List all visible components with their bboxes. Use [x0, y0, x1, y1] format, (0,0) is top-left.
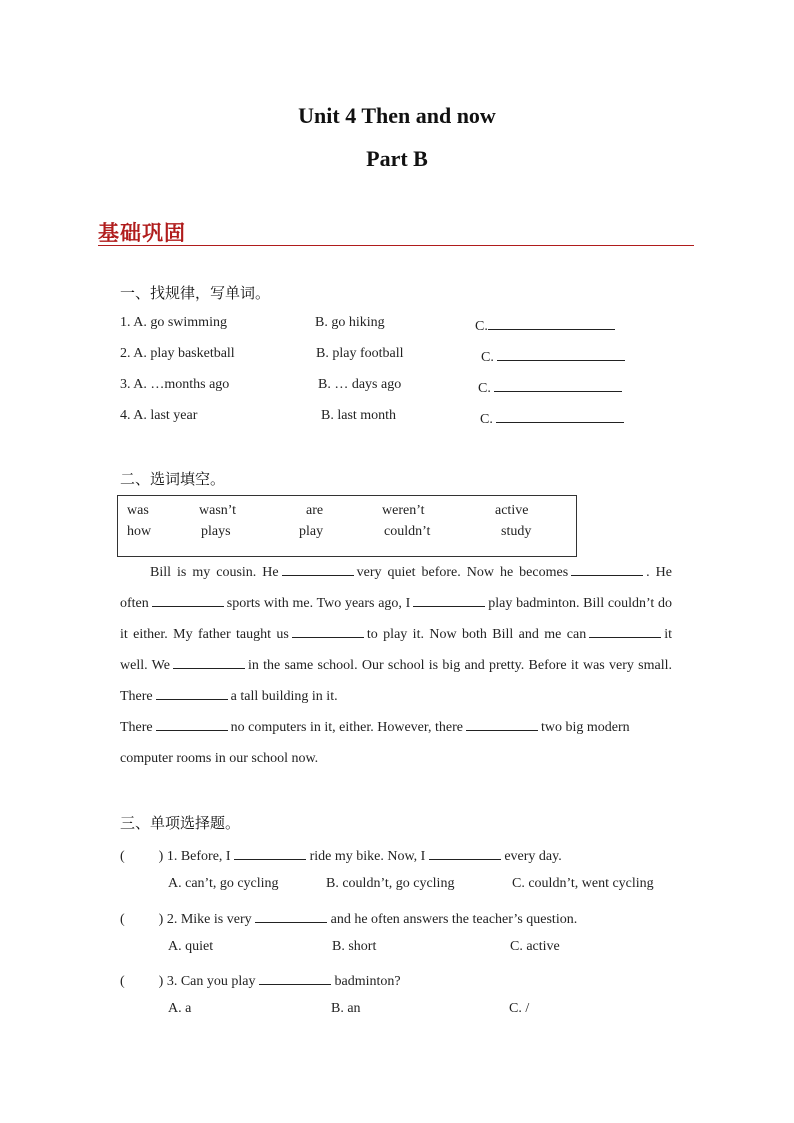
- passage-blank[interactable]: [282, 561, 354, 576]
- question-text: 1. Before, I: [166, 849, 231, 864]
- part1-row3-c: [478, 377, 622, 397]
- word-bank-item: wasn’t: [199, 503, 237, 518]
- answer-blank[interactable]: [494, 377, 622, 392]
- question-text: every day.: [504, 849, 562, 864]
- passage-text: very quiet before. Now he becomes: [356, 565, 569, 580]
- passage-text: to play it. Now both Bill and me: [366, 627, 562, 642]
- word-bank-item: plays: [201, 524, 231, 539]
- part1-row2-a: 2. A. play basketball: [120, 346, 235, 361]
- passage-blank[interactable]: [589, 623, 661, 638]
- option-c-label: C.: [478, 381, 491, 396]
- q2-option-b: B. short: [332, 939, 377, 954]
- word-bank-item: active: [495, 503, 529, 518]
- part1-row1-b: B. go hiking: [315, 315, 385, 330]
- part1-row1-a: 1. A. go swimming: [120, 315, 227, 330]
- part1-row4-b: B. last month: [321, 408, 397, 423]
- answer-slot[interactable]: [125, 846, 159, 860]
- passage-text: .: [646, 565, 650, 580]
- word-bank-item: was: [127, 503, 149, 518]
- part1-row4-a: 4. A. last year: [120, 408, 198, 423]
- page-subtitle: Part B: [366, 146, 428, 171]
- passage-text: no computers in it, either. However, there: [230, 720, 463, 735]
- page-title: Unit 4 Then and now: [298, 103, 496, 128]
- answer-paren-close: ): [158, 912, 164, 927]
- part3-heading: 三、单项选择题。: [120, 814, 241, 832]
- part2-heading: 二、选词填空。: [120, 470, 226, 488]
- q3-option-c: C. /: [509, 1001, 530, 1016]
- passage: [120, 557, 672, 712]
- word-bank-item: how: [127, 524, 152, 539]
- passage-text: Before it was very small. There: [120, 658, 672, 704]
- question-text: badminton?: [334, 974, 401, 989]
- passage-text: He often: [120, 565, 672, 611]
- passage-text: in the same school. Our school is big and pretty.: [247, 658, 525, 673]
- question-text: 2. Mike is very: [166, 912, 252, 927]
- passage-blank[interactable]: [173, 654, 245, 669]
- q3-option-b: B. an: [331, 1001, 361, 1016]
- passage-text: sports with me. Two years ago, I: [226, 596, 411, 611]
- question-1-stem: [120, 845, 562, 865]
- q3-option-a: A. a: [168, 1001, 192, 1016]
- passage-text: it well. We: [120, 627, 672, 673]
- q1-option-b: B. couldn’t, go cycling: [326, 876, 455, 891]
- word-bank-item: play: [299, 524, 324, 539]
- passage-text: Bill is my cousin. He: [150, 565, 279, 580]
- answer-paren-close: ): [158, 974, 164, 989]
- part1-row1-c: [475, 315, 615, 335]
- passage-blank[interactable]: [156, 685, 228, 700]
- passage-blank[interactable]: [571, 561, 643, 576]
- option-c-label: C.: [480, 412, 493, 427]
- part1-row4-c: [480, 408, 624, 428]
- answer-paren-open: (: [120, 912, 125, 927]
- passage-text: a tall building in it.: [230, 689, 338, 704]
- section-divider: [98, 245, 694, 246]
- passage-blank[interactable]: [466, 716, 538, 731]
- question-blank[interactable]: [234, 845, 306, 860]
- answer-slot[interactable]: [125, 971, 159, 985]
- passage-blank[interactable]: [156, 716, 228, 731]
- word-bank-item: weren’t: [382, 503, 425, 518]
- passage-text: play badminton. Bill: [488, 596, 605, 611]
- question-text: ride my bike. Now, I: [309, 849, 426, 864]
- answer-blank[interactable]: [496, 408, 624, 423]
- question-blank[interactable]: [259, 970, 331, 985]
- passage-continued: [120, 712, 672, 774]
- word-bank-item: are: [306, 503, 324, 518]
- part1-row2-b: B. play football: [316, 346, 404, 361]
- q2-option-a: A. quiet: [168, 939, 214, 954]
- q1-option-a: A. can’t, go cycling: [168, 876, 279, 891]
- question-2-stem: [120, 908, 577, 928]
- section-heading: 基础巩固: [98, 221, 186, 245]
- part1-row2-c: [481, 346, 625, 366]
- answer-paren-open: (: [120, 849, 125, 864]
- answer-paren-close: ): [158, 849, 164, 864]
- passage-blank[interactable]: [152, 592, 224, 607]
- answer-slot[interactable]: [125, 909, 159, 923]
- part1-row3-a: 3. A. …months ago: [120, 377, 230, 392]
- passage-blank[interactable]: [413, 592, 485, 607]
- passage-text: can: [566, 627, 587, 642]
- passage-text: two big modern: [540, 720, 630, 735]
- question-blank[interactable]: [429, 845, 501, 860]
- part1-heading: 一、找规律，写单词。: [120, 284, 271, 302]
- passage-text: couldn’t do it either. My father taught us: [120, 596, 672, 642]
- question-text: 3. Can you play: [166, 974, 256, 989]
- word-bank-item: study: [501, 524, 532, 539]
- q2-option-c: C. active: [510, 939, 560, 954]
- answer-blank[interactable]: [488, 315, 615, 330]
- question-blank[interactable]: [255, 908, 327, 923]
- part1-row3-b: B. … days ago: [318, 377, 402, 392]
- option-c-label: C.: [475, 319, 488, 334]
- passage-text: There: [120, 720, 153, 735]
- q1-option-c: C. couldn’t, went cycling: [512, 876, 654, 891]
- word-bank-item: couldn’t: [384, 524, 431, 539]
- answer-paren-open: (: [120, 974, 125, 989]
- passage-blank[interactable]: [292, 623, 364, 638]
- option-c-label: C.: [481, 350, 494, 365]
- question-3-stem: [120, 970, 401, 990]
- answer-blank[interactable]: [497, 346, 625, 361]
- question-text: and he often answers the teacher’s question.: [330, 912, 578, 927]
- passage-text: computer rooms in our school now.: [120, 751, 319, 766]
